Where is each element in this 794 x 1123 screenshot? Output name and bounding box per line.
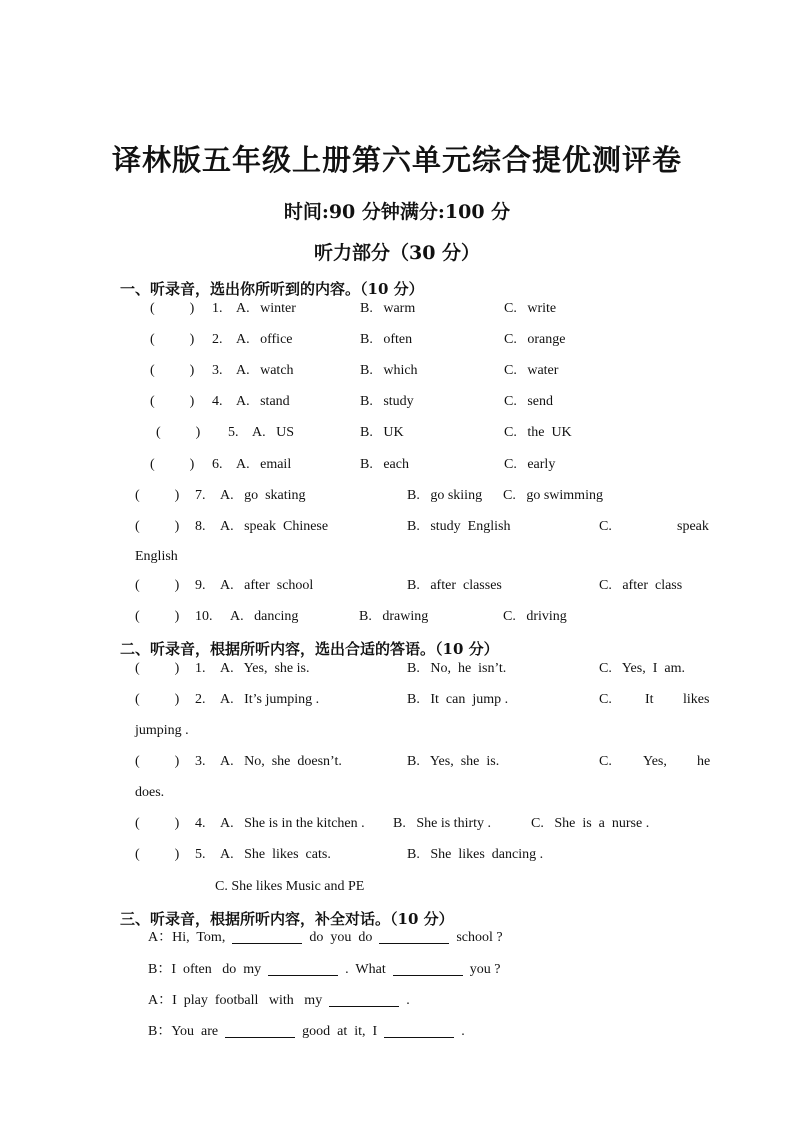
option-b: B. She likes dancing . (407, 847, 544, 862)
fill-blank[interactable] (329, 992, 399, 1007)
list-item (135, 659, 755, 679)
item-number: 1. (195, 661, 206, 676)
option-b: B. each (360, 457, 409, 472)
option-c-text-2: likes (683, 692, 710, 707)
item-number: 8. (195, 519, 206, 534)
item-number: 6. (212, 457, 223, 472)
list-item (135, 814, 755, 834)
option-continuation: jumping . (135, 723, 189, 738)
option-a: A. after school (220, 578, 314, 593)
option-b: B. warm (360, 301, 416, 316)
answer-blank[interactable]: ( ) (135, 847, 180, 862)
option-a: A. go skating (220, 488, 306, 503)
option-a: A. dancing (230, 609, 299, 624)
item-number: 10. (195, 609, 213, 624)
option-a: A. No, she doesn’t. (220, 754, 342, 769)
list-item (135, 690, 755, 710)
part-heading: 听力部分（30 分） (313, 242, 481, 264)
option-c: C. go swimming (503, 488, 603, 503)
option-continuation: does. (135, 785, 165, 800)
fill-blank[interactable] (379, 929, 449, 944)
item-number: 9. (195, 578, 206, 593)
item-number: 2. (212, 332, 223, 347)
option-c: C. (599, 519, 612, 534)
list-item (135, 517, 755, 537)
page-title: 译林版五年级上册第六单元综合提优测评卷 (111, 143, 682, 177)
item-number: 3. (212, 363, 223, 378)
option-a: A. US (252, 425, 295, 440)
list-item (150, 361, 750, 381)
option-a: A. speak Chinese (220, 519, 329, 534)
option-c: C. driving (503, 609, 567, 624)
option-a: A. She is in the kitchen . (220, 816, 365, 831)
time-info: 时间:90 分钟满分:100 分 (283, 201, 511, 223)
option-a: A. watch (236, 363, 294, 378)
item-number: 1. (212, 301, 223, 316)
option-a: A. She likes cats. (220, 847, 331, 862)
option-b: B. UK (360, 425, 404, 440)
option-c-text: It (645, 692, 654, 707)
option-b: B. She is thirty . (393, 816, 492, 831)
item-number: 4. (195, 816, 206, 831)
item-number: 2. (195, 692, 206, 707)
answer-blank[interactable]: ( ) (135, 661, 180, 676)
option-c-text: Yes, (643, 754, 667, 769)
answer-blank[interactable]: ( ) (150, 332, 195, 347)
list-item (135, 607, 755, 627)
option-b: B. go skiing (407, 488, 483, 503)
option-b: B. drawing (359, 609, 429, 624)
option-b: B. often (360, 332, 413, 347)
fill-blank[interactable] (384, 1023, 454, 1038)
answer-blank[interactable]: ( ) (150, 301, 195, 316)
option-c: C. She is a nurse . (531, 816, 650, 831)
option-b: B. No, he isn’t. (407, 661, 507, 676)
answer-blank[interactable]: ( ) (135, 816, 180, 831)
list-item (150, 299, 750, 319)
fill-blank[interactable] (268, 961, 338, 976)
answer-blank[interactable]: ( ) (150, 457, 195, 472)
answer-blank[interactable]: ( ) (150, 394, 195, 409)
option-c-text-2: he (697, 754, 711, 769)
answer-blank[interactable]: ( ) (135, 519, 180, 534)
dialogue-line: A：Hi, Tom, do you do school ? (148, 930, 503, 945)
answer-blank[interactable]: ( ) (135, 609, 180, 624)
item-number: 5. (195, 847, 206, 862)
option-a: A. stand (236, 394, 290, 409)
option-c: C. water (504, 363, 559, 378)
option-a: A. It’s jumping . (220, 692, 320, 707)
fill-blank[interactable] (232, 929, 302, 944)
option-b: B. Yes, she is. (407, 754, 500, 769)
answer-blank[interactable]: ( ) (135, 578, 180, 593)
answer-blank[interactable]: ( ) (135, 754, 180, 769)
fill-blank[interactable] (225, 1023, 295, 1038)
option-b: B. which (360, 363, 418, 378)
answer-blank[interactable]: ( ) (135, 488, 180, 503)
list-item (135, 576, 755, 596)
list-item (150, 330, 750, 350)
list-item (135, 752, 755, 772)
option-b: B. study (360, 394, 414, 409)
dialogue-line: A：I play football with my . (148, 993, 410, 1008)
option-b: B. It can jump . (407, 692, 509, 707)
option-b: B. study English (407, 519, 511, 534)
option-a: A. winter (236, 301, 296, 316)
section1-heading: 一、听录音，选出你所听到的内容。（10 分） (120, 280, 424, 298)
item-number: 7. (195, 488, 206, 503)
option-c: C. (599, 754, 612, 769)
answer-blank[interactable]: ( ) (156, 425, 201, 440)
option-c: C. Yes, I am. (599, 661, 685, 676)
option-c: C. the UK (504, 425, 572, 440)
option-c: C. She likes Music and PE (215, 879, 365, 894)
option-c: C. early (504, 457, 556, 472)
section3-heading: 三、听录音，根据所听内容，补全对话。（10 分） (120, 910, 454, 928)
option-c: C. send (504, 394, 553, 409)
dialogue-line: B：You are good at it, I . (148, 1024, 465, 1039)
list-item (150, 392, 750, 412)
option-c: C. (599, 692, 612, 707)
item-number: 4. (212, 394, 223, 409)
list-item (135, 845, 755, 865)
option-a: A. office (236, 332, 293, 347)
item-number: 3. (195, 754, 206, 769)
option-c: C. write (504, 301, 557, 316)
item-number: 5. (228, 425, 239, 440)
option-b: B. after classes (407, 578, 502, 593)
option-a: A. email (236, 457, 292, 472)
option-c-text: speak (677, 519, 709, 534)
option-c: C. after class (599, 578, 683, 593)
fill-blank[interactable] (393, 961, 463, 976)
list-item (150, 455, 750, 475)
answer-blank[interactable]: ( ) (135, 692, 180, 707)
section2-heading: 二、听录音，根据所听内容，选出合适的答语。（10 分） (120, 640, 499, 658)
answer-blank[interactable]: ( ) (150, 363, 195, 378)
list-item (156, 423, 756, 443)
option-c: C. orange (504, 332, 566, 347)
dialogue-line: B：I often do my . What you ? (148, 962, 501, 977)
list-item (135, 486, 755, 506)
option-continuation: English (135, 549, 178, 564)
option-a: A. Yes, she is. (220, 661, 310, 676)
